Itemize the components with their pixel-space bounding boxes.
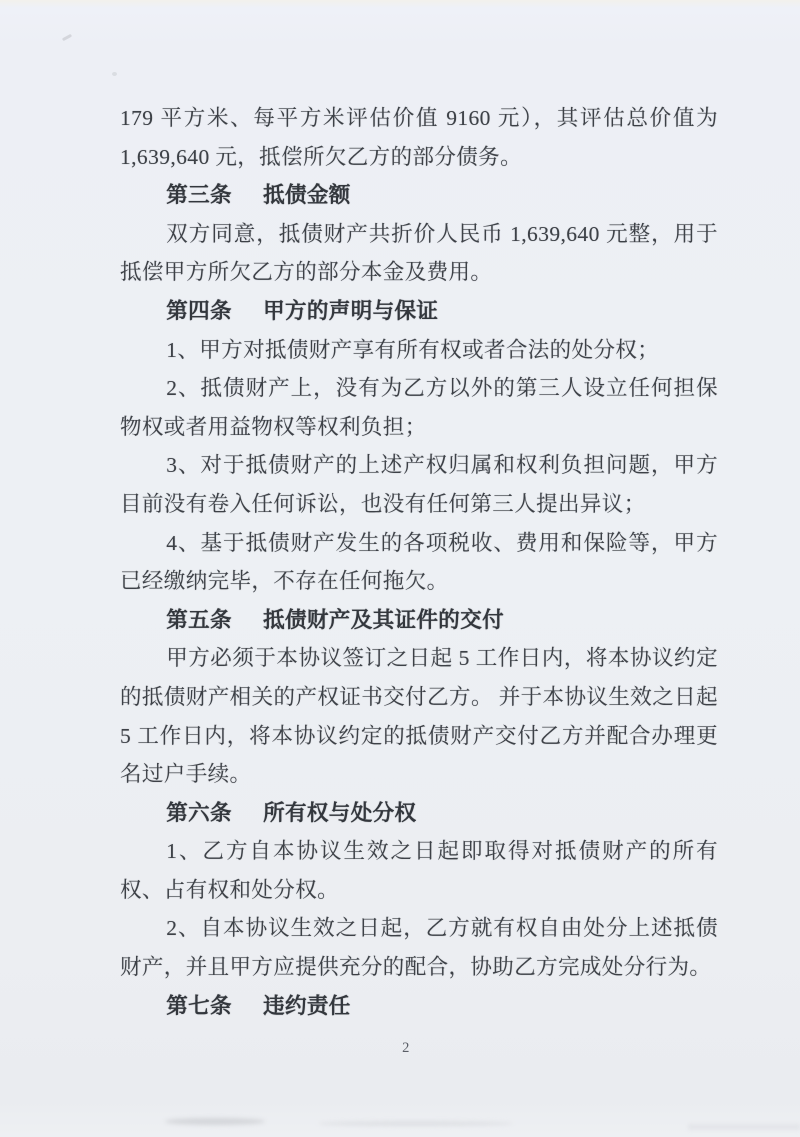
paragraph: 双方同意，抵债财产共折价人民币 1,639,640 元整，用于抵偿甲方所欠乙方的部分本金及费用。 (120, 221, 718, 285)
paragraph: 2、抵债财产上，没有为乙方以外的第三人设立任何担保物权或者用益物权等权利负担； (120, 376, 718, 439)
paragraph: 2、自本协议生效之日起，乙方就有权自由处分上述抵债财产，并且甲方应提供充分的配合，协助乙方完成处分行为。 (120, 916, 718, 980)
clause-heading (120, 601, 718, 640)
clause-heading (120, 987, 718, 1026)
clause-heading (120, 794, 718, 833)
clause-number: 第七条 (166, 993, 232, 1018)
page-number: 2 (402, 1040, 410, 1056)
clause-heading (120, 176, 718, 215)
document-body (120, 99, 718, 1025)
scan-artifact-smudge (318, 1121, 513, 1126)
scan-artifact-smudge (165, 1118, 265, 1125)
clause-number: 第四条 (166, 298, 232, 323)
scan-artifact-speck (62, 34, 72, 41)
paragraph: 1、乙方自本协议生效之日起即取得对抵债财产的所有权、占有权和处分权。 (120, 839, 718, 902)
clause-title: 违约责任 (263, 993, 351, 1018)
paragraph: 1、甲方对抵债财产享有所有权或者合法的处分权； (166, 337, 660, 362)
clause-title: 抵债金额 (263, 183, 351, 208)
clause-title: 所有权与处分权 (263, 800, 417, 825)
paragraph: 179 平方米、每平方米评估价值 9160 元），其评估总价值为 1,639,640 元，抵偿所欠乙方的部分债务。 (120, 106, 718, 169)
clause-title: 甲方的声明与保证 (263, 298, 439, 323)
clause-title: 抵债财产及其证件的交付 (263, 607, 504, 632)
paragraph: 3、对于抵债财产的上述产权归属和权利负担问题，甲方目前没有卷入任何诉讼，也没有任何第三人提出异议； (120, 453, 718, 516)
clause-number: 第五条 (166, 607, 232, 632)
clause-number: 第六条 (166, 800, 232, 825)
scan-artifact-smudge (688, 1124, 800, 1130)
paragraph: 甲方必须于本协议签订之日起 5 工作日内，将本协议约定的抵债财产相关的产权证书交付乙方。 并于本协议生效之日起 5 工作日内，将本协议约定的抵债财产交付乙方并配合办理更名过户手续。 (120, 646, 718, 787)
scan-artifact-speck (112, 72, 117, 76)
paragraph: 4、基于抵债财产发生的各项税收、费用和保险等，甲方已经缴纳完毕，不存在任何拖欠。 (120, 530, 718, 594)
clause-number: 第三条 (166, 183, 232, 208)
clause-heading (120, 292, 718, 331)
